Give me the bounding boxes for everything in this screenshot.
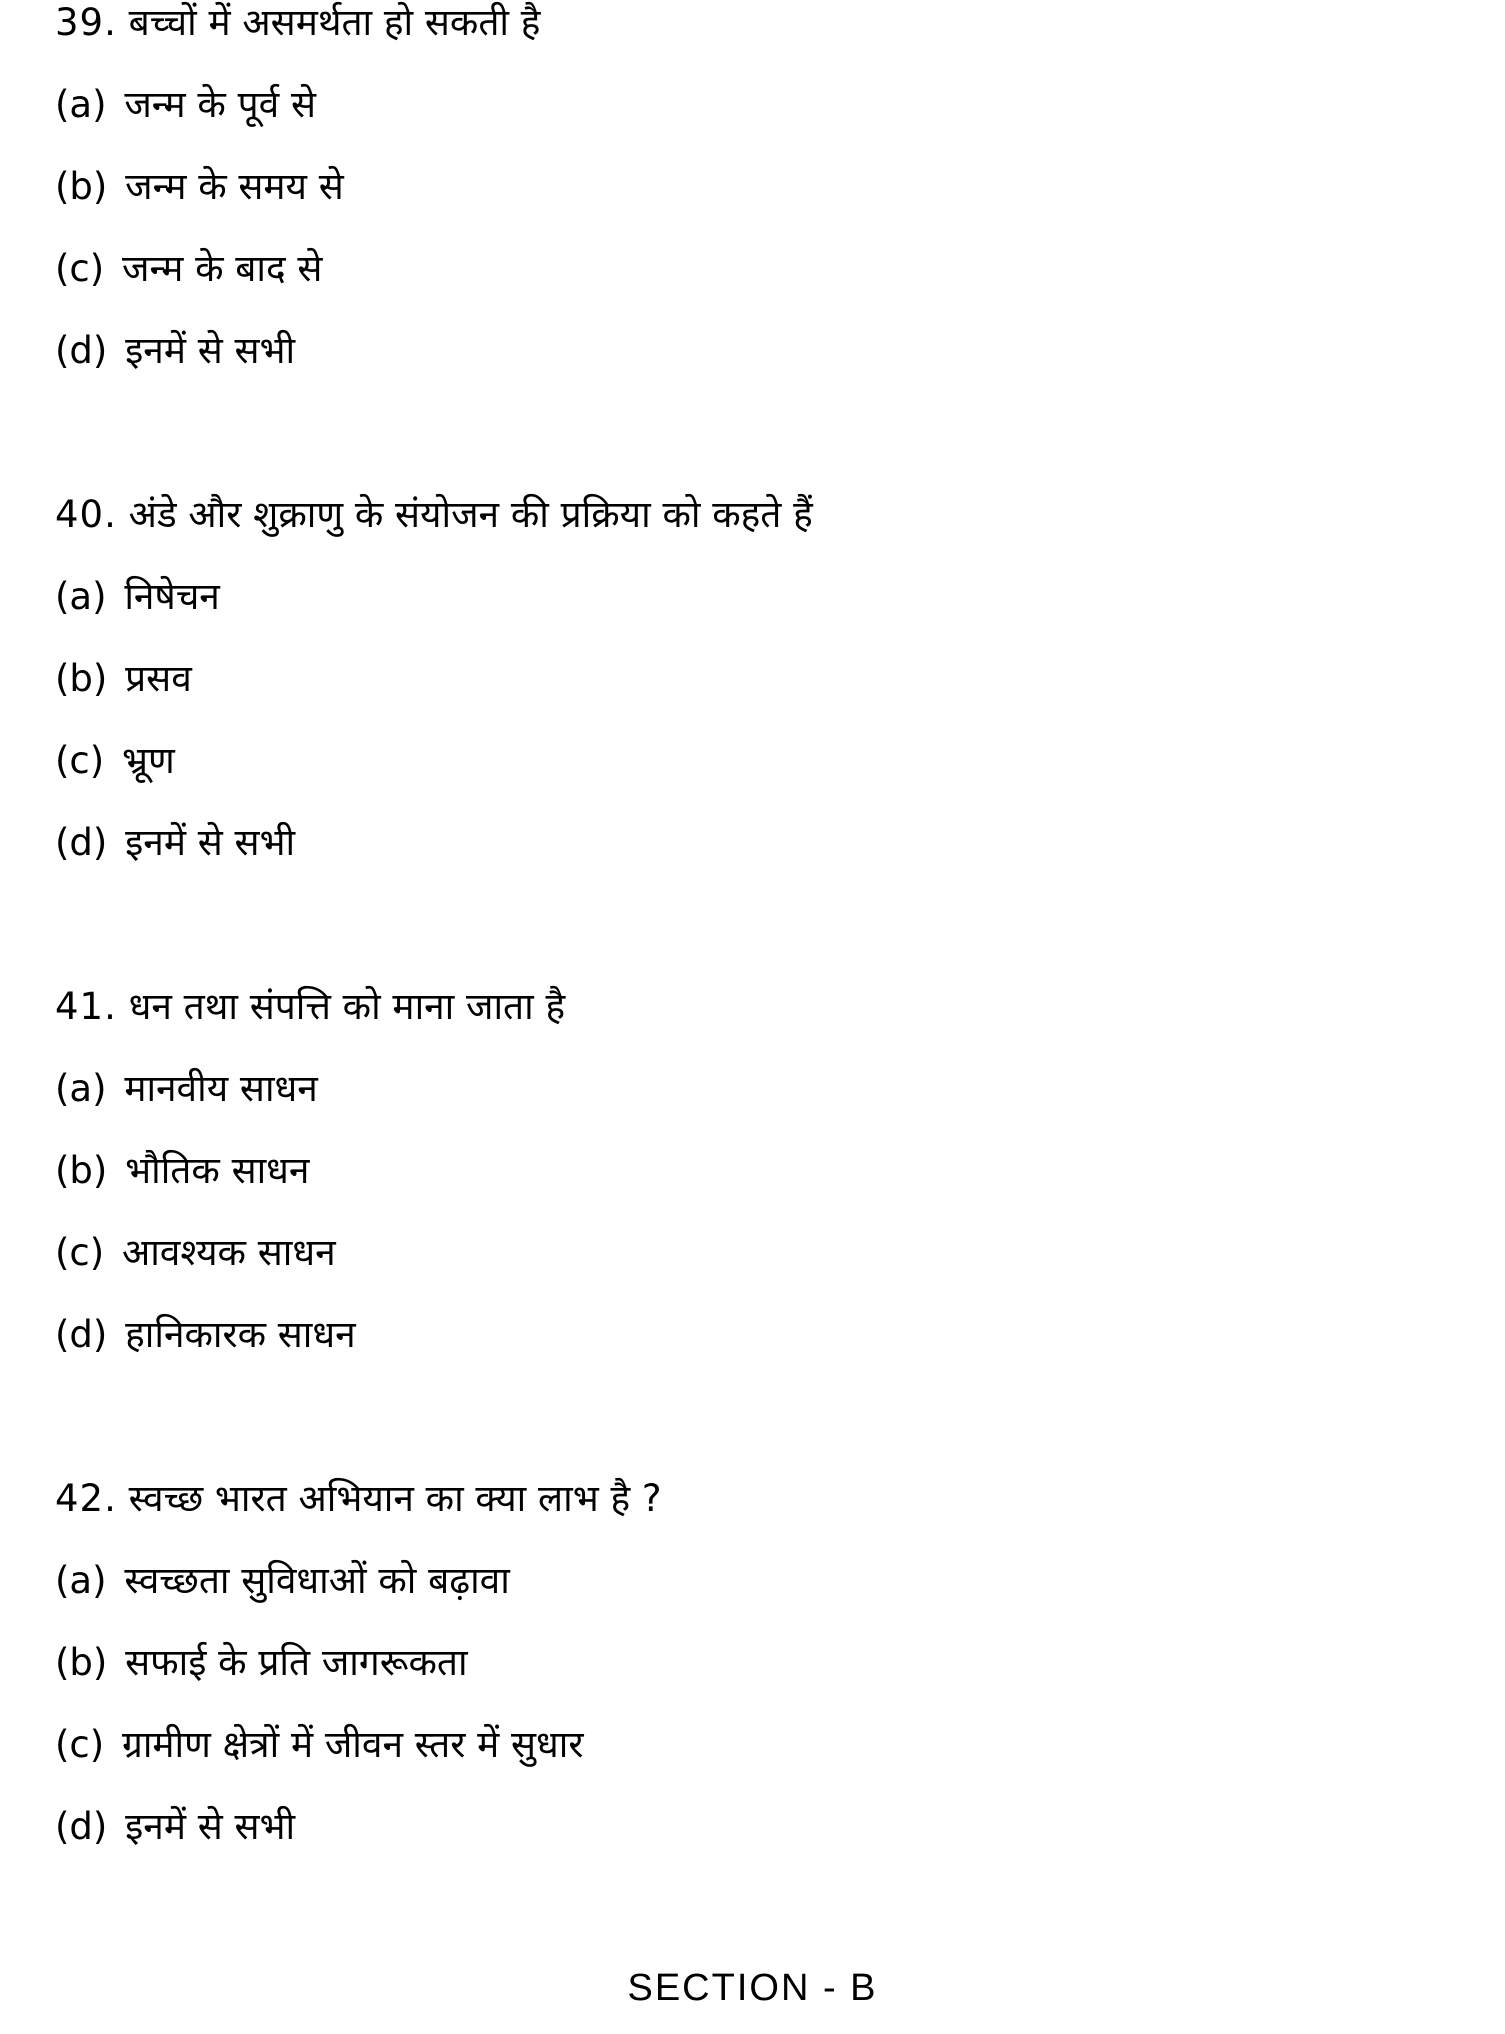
option-b <box>55 1130 1455 1212</box>
option-text: हानिकारक साधन <box>125 1313 356 1356</box>
question-number: 41. <box>55 985 117 1028</box>
option-text: भ्रूण <box>121 739 175 782</box>
option-d <box>55 1786 1455 1868</box>
option-b <box>55 146 1455 228</box>
question-text: धन तथा संपत्ति को माना जाता है <box>128 985 566 1028</box>
section-heading: SECTION - B <box>627 1967 878 2009</box>
option-text: जन्म के समय से <box>125 165 344 208</box>
option-key: (b) <box>55 1149 108 1192</box>
question-stem <box>55 474 1455 556</box>
option-text: मानवीय साधन <box>124 1067 318 1110</box>
option-key: (b) <box>55 657 108 700</box>
option-key: (c) <box>55 1723 105 1766</box>
option-text: इनमें से सभी <box>125 1805 296 1848</box>
option-key: (c) <box>55 1231 105 1274</box>
question-39 <box>55 0 1455 392</box>
question-stem <box>55 966 1455 1048</box>
option-key: (c) <box>55 739 105 782</box>
question-number: 42. <box>55 1477 117 1520</box>
option-text: ग्रामीण क्षेत्रों में जीवन स्तर में सुधार <box>121 1723 584 1766</box>
question-text: बच्चों में असमर्थता हो सकती है <box>128 1 541 44</box>
option-key: (d) <box>55 821 108 864</box>
option-c <box>55 1704 1455 1786</box>
option-key: (a) <box>55 1067 107 1110</box>
option-key: (b) <box>55 165 108 208</box>
option-key: (d) <box>55 329 108 372</box>
option-text: जन्म के पूर्व से <box>124 83 316 126</box>
option-key: (d) <box>55 1313 108 1356</box>
question-number: 40. <box>55 493 117 536</box>
option-b <box>55 1622 1455 1704</box>
option-a <box>55 556 1455 638</box>
question-text: स्वच्छ भारत अभियान का क्या लाभ है ? <box>128 1477 662 1520</box>
question-40 <box>55 474 1455 884</box>
option-a <box>55 64 1455 146</box>
option-text: इनमें से सभी <box>125 329 296 372</box>
option-key: (d) <box>55 1805 108 1848</box>
option-key: (b) <box>55 1641 108 1684</box>
option-c <box>55 720 1455 802</box>
option-key: (a) <box>55 1559 107 1602</box>
option-text: निषेचन <box>124 575 220 618</box>
option-text: प्रसव <box>125 657 192 700</box>
option-c <box>55 228 1455 310</box>
question-42 <box>55 1458 1455 1868</box>
option-text: आवश्यक साधन <box>121 1231 336 1274</box>
option-text: सफाई के प्रति जागरूकता <box>125 1641 468 1684</box>
question-text: अंडे और शुक्राणु के संयोजन की प्रक्रिया को कहते हैं <box>128 493 813 536</box>
option-key: (a) <box>55 83 107 126</box>
option-text: स्वच्छता सुविधाओं को बढ़ावा <box>124 1559 510 1602</box>
option-text: जन्म के बाद से <box>121 247 323 290</box>
option-key: (c) <box>55 247 105 290</box>
option-key: (a) <box>55 575 107 618</box>
option-c <box>55 1212 1455 1294</box>
option-a <box>55 1540 1455 1622</box>
question-stem <box>55 0 1455 64</box>
question-41 <box>55 966 1455 1376</box>
option-a <box>55 1048 1455 1130</box>
option-text: इनमें से सभी <box>125 821 296 864</box>
option-text: भौतिक साधन <box>125 1149 310 1192</box>
option-d <box>55 310 1455 392</box>
question-stem <box>55 1458 1455 1540</box>
option-d <box>55 1294 1455 1376</box>
option-d <box>55 802 1455 884</box>
question-number: 39. <box>55 1 117 44</box>
option-b <box>55 638 1455 720</box>
